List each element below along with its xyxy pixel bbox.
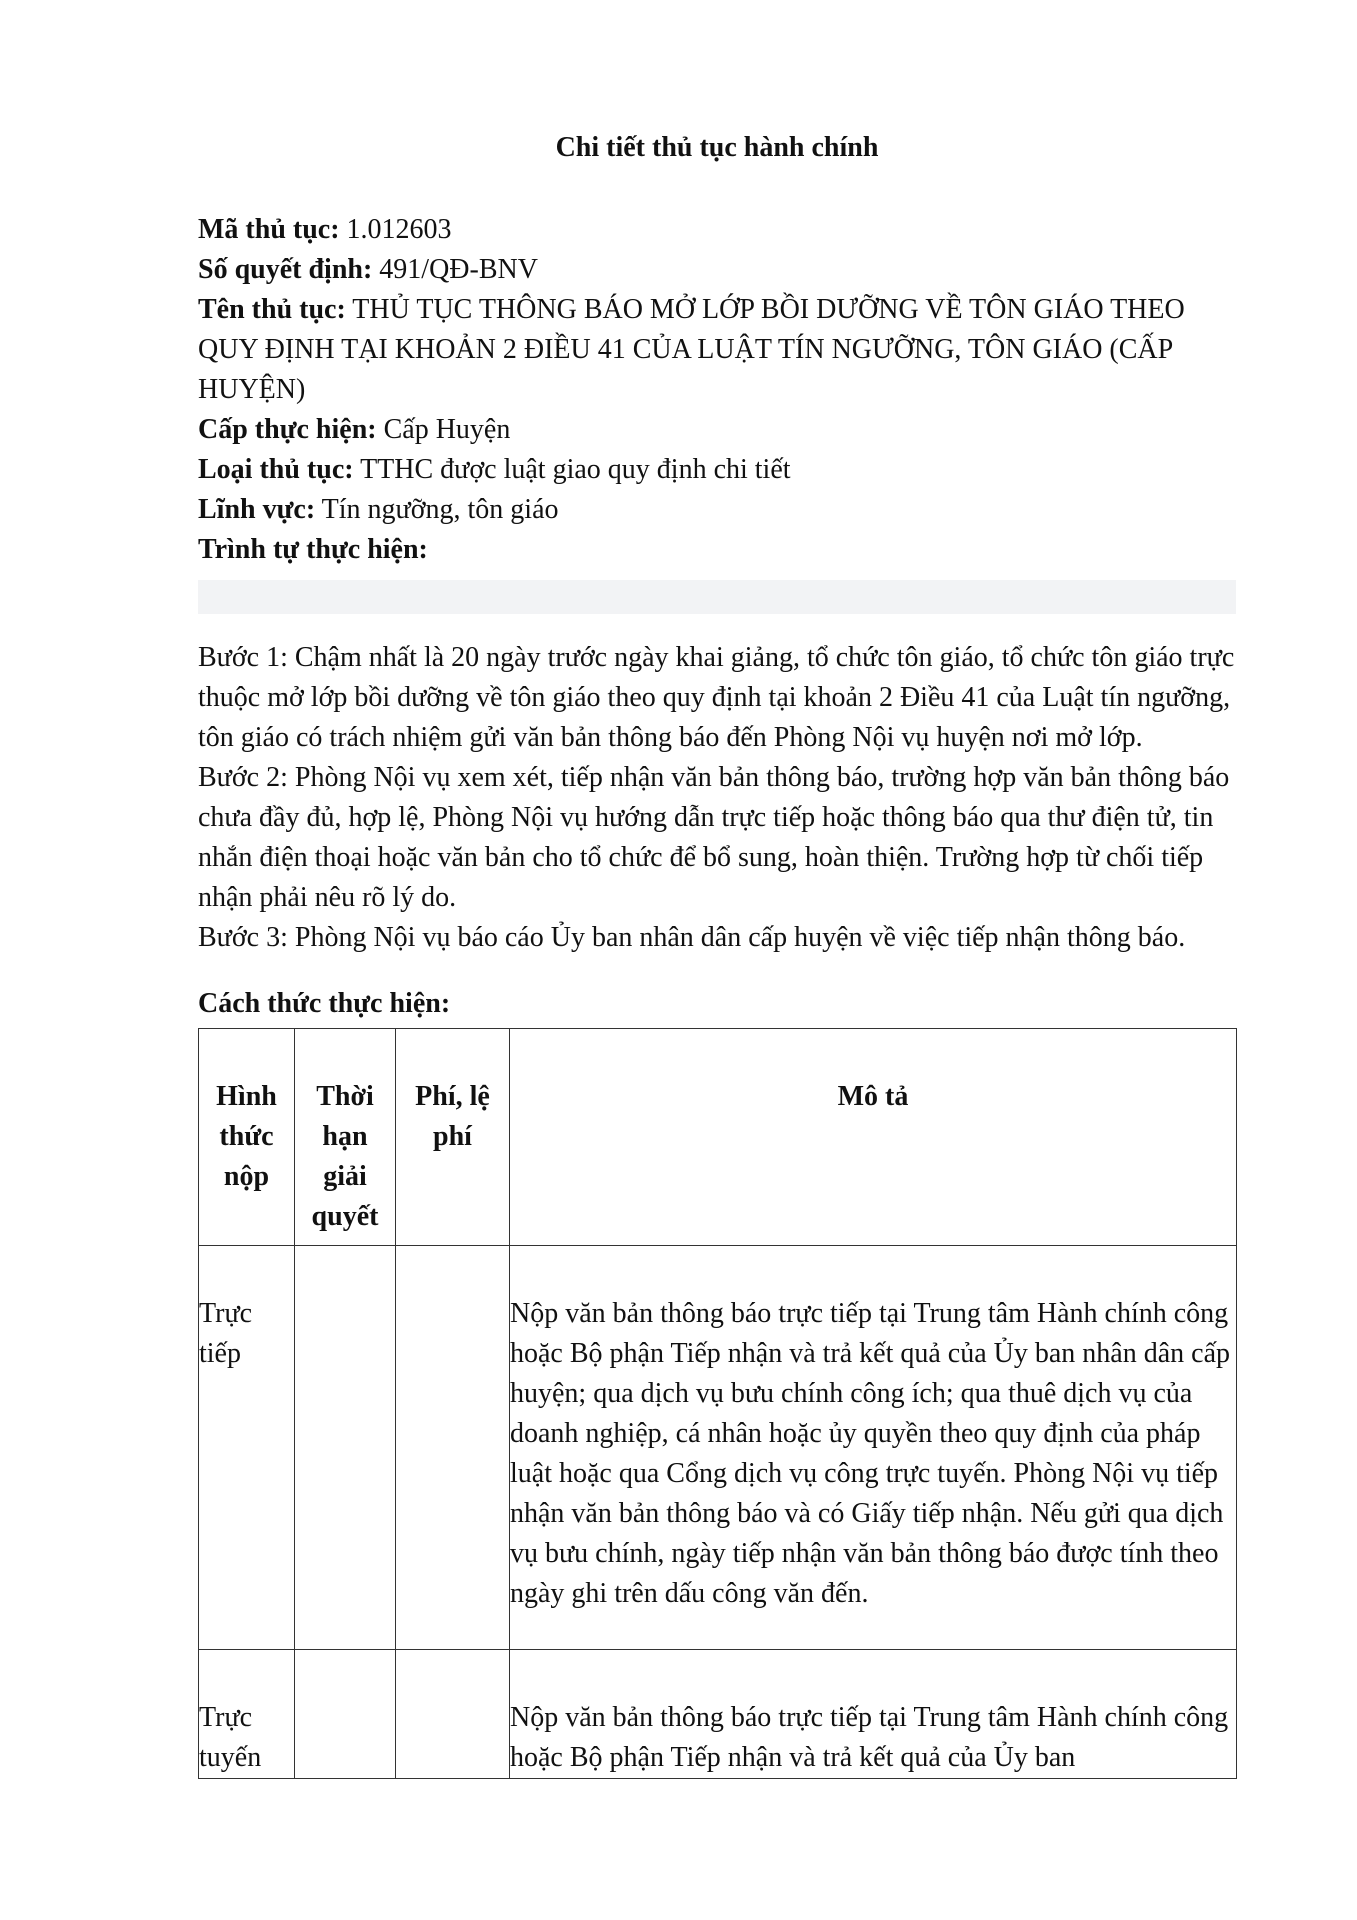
field-value: 1.012603 (346, 214, 452, 245)
step-1: Bước 1: Chậm nhất là 20 ngày trước ngày khai giảng, tổ chức tôn giáo, tổ chức tôn giáo trực thuộc mở lớp bồi dưỡng về tôn giáo theo quy định tại khoản 2 Điều 41 của Luật tín ngưỡng, tôn giáo có trách nhiệm gửi văn bản thông báo đến Phòng Nội vụ huyện nơi mở lớp. (198, 642, 1235, 753)
cell-processing-time (295, 1650, 396, 1779)
field-value: Cấp Huyện (383, 414, 511, 445)
field-label: Mã thủ tục: (198, 214, 340, 245)
steps-list (198, 638, 1236, 958)
document-title: Chi tiết thủ tục hành chính (555, 132, 879, 163)
field-implementation-level (198, 410, 1236, 450)
cell-description: Nộp văn bản thông báo trực tiếp tại Trung tâm Hành chính công hoặc Bộ phận Tiếp nhận và trả kết quả của Ủy ban (510, 1650, 1237, 1779)
field-value: Tín ngưỡng, tôn giáo (321, 494, 559, 525)
header-description: Mô tả (510, 1029, 1237, 1246)
cell-fees (396, 1650, 510, 1779)
field-procedure-name (198, 290, 1236, 410)
table-row (199, 1246, 1237, 1650)
step-3: Bước 3: Phòng Nội vụ báo cáo Ủy ban nhân dân cấp huyện về việc tiếp nhận thông báo. (198, 922, 1186, 953)
field-domain (198, 490, 1236, 530)
field-label: Cấp thực hiện: (198, 414, 377, 445)
field-label: Lĩnh vực: (198, 494, 316, 525)
table-row (199, 1650, 1237, 1779)
field-label: Loại thủ tục: (198, 454, 354, 485)
section-divider (198, 580, 1236, 614)
field-value: THỦ TỤC THÔNG BÁO MỞ LỚP BỒI DƯỠNG VỀ TÔN GIÁO THEO QUY ĐỊNH TẠI KHOẢN 2 ĐIỀU 41 CỦA LUẬT TÍN NGƯỠNG, TÔN GIÁO (CẤP HUYỆN) (198, 294, 1185, 405)
field-procedure-code (198, 210, 1236, 250)
cell-submission-form: Trực tuyến (199, 1650, 295, 1779)
field-procedure-type (198, 450, 1236, 490)
step-2: Bước 2: Phòng Nội vụ xem xét, tiếp nhận văn bản thông báo, trường hợp văn bản thông báo chưa đầy đủ, hợp lệ, Phòng Nội vụ hướng dẫn trực tiếp hoặc thông báo qua thư điện tử, tin nhắn điện thoại hoặc văn bản cho tổ chức để bổ sung, hoàn thiện. Trường hợp từ chối tiếp nhận phải nêu rõ lý do. (198, 762, 1230, 913)
methods-table (198, 1028, 1237, 1779)
cell-submission-form: Trực tiếp (199, 1246, 295, 1650)
field-decision-number (198, 250, 1236, 290)
field-label: Tên thủ tục: (198, 294, 346, 325)
field-value: TTHC được luật giao quy định chi tiết (360, 454, 791, 485)
document-page (198, 128, 1236, 1779)
cell-fees (396, 1246, 510, 1650)
header-fees: Phí, lệ phí (396, 1029, 510, 1246)
field-value: 491/QĐ-BNV (379, 254, 538, 285)
cell-processing-time (295, 1246, 396, 1650)
field-label: Số quyết định: (198, 254, 373, 285)
field-sequence (198, 530, 1236, 570)
header-processing-time: Thời hạn giải quyết (295, 1029, 396, 1246)
table-header-row (199, 1029, 1237, 1246)
field-label: Trình tự thực hiện: (198, 534, 428, 565)
methods-heading: Cách thức thực hiện: (198, 988, 451, 1019)
header-submission-form: Hình thức nộp (199, 1029, 295, 1246)
cell-description: Nộp văn bản thông báo trực tiếp tại Trung tâm Hành chính công hoặc Bộ phận Tiếp nhận và trả kết quả của Ủy ban nhân dân cấp huyện; qua dịch vụ bưu chính công ích; qua thuê dịch vụ của doanh nghiệp, cá nhân hoặc ủy quyền theo quy định của pháp luật hoặc qua Cổng dịch vụ công trực tuyến. Phòng Nội vụ tiếp nhận văn bản thông báo và có Giấy tiếp nhận. Nếu gửi qua dịch vụ bưu chính, ngày tiếp nhận văn bản thông báo được tính theo ngày ghi trên dấu công văn đến. (510, 1246, 1237, 1650)
